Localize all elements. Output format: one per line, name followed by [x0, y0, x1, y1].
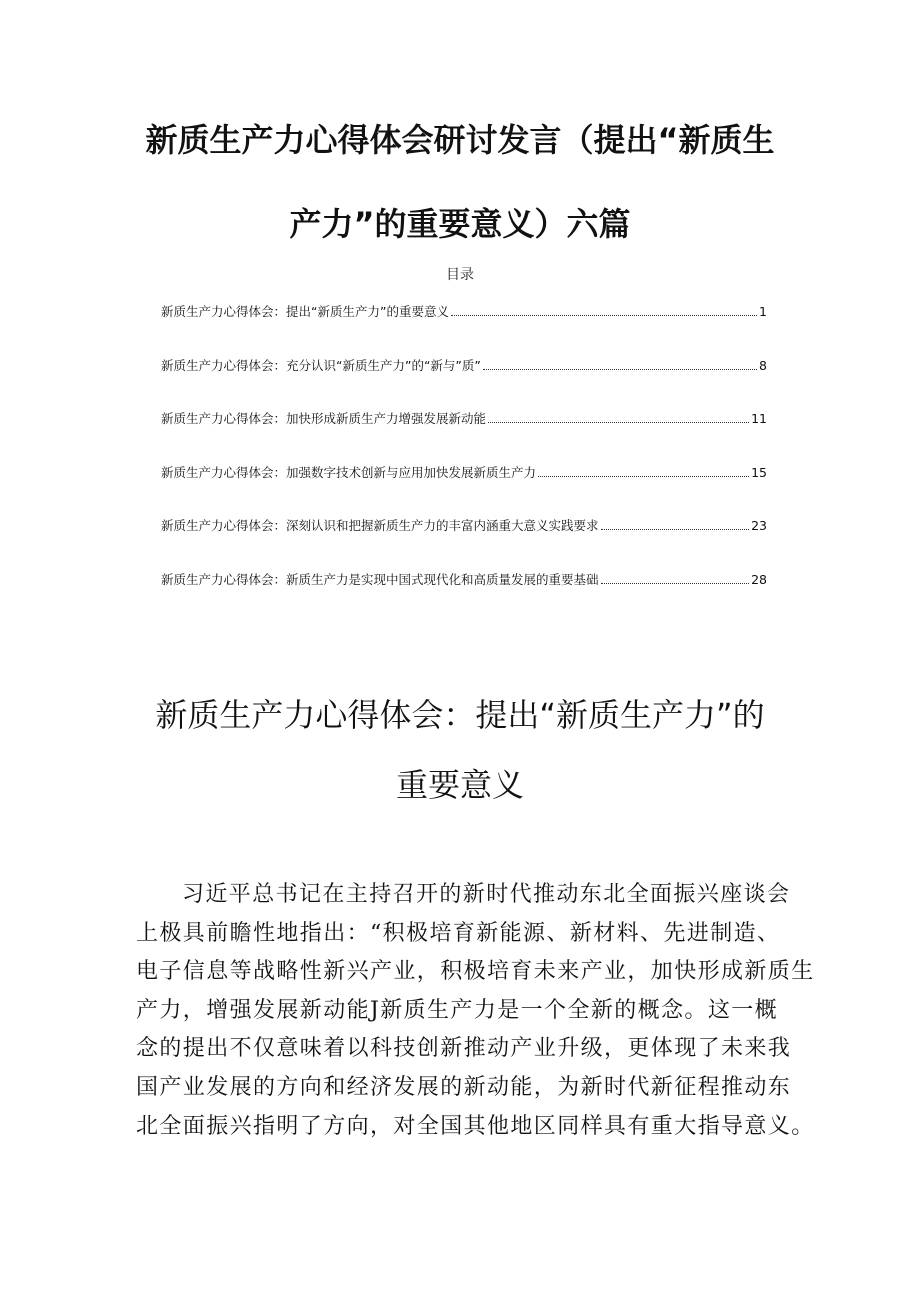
toc-entry-page: 15	[751, 464, 767, 480]
paragraph-line: 习近平总书记在主持召开的新时代推动东北全面振兴座谈会	[182, 882, 791, 907]
toc-entry-4[interactable]	[161, 464, 767, 482]
toc-dot-leader	[483, 369, 757, 370]
document-title-line-1: 新质生产力心得体会研讨发言（提出“新质生	[145, 121, 775, 159]
toc-entry-page: 23	[751, 518, 767, 533]
toc-entry-page: 1	[759, 304, 767, 319]
paragraph-line: 电子信息等战略性新兴产业，积极培育未来产业，加快形成新质生	[136, 959, 815, 985]
toc-entry-page: 11	[751, 411, 767, 426]
document-title-line-2: 产力”的重要意义）六篇	[289, 205, 631, 243]
toc-entry-text: 新质生产力心得体会：加强数字技术创新与应用加快发展新质生产力	[161, 464, 537, 480]
body-paragraph	[136, 876, 815, 1146]
paragraph-line: 产力，增强发展新动能J新质生产力是一个全新的概念。这一概	[136, 997, 779, 1023]
section-title-line-1: 新质生产力心得体会：提出“新质生产力”的	[155, 696, 765, 734]
toc-entry-text: 新质生产力心得体会：充分认识“新质生产力”的“新与”质”	[161, 357, 481, 373]
paragraph-line: 北全面振兴指明了方向，对全国其他地区同样具有重大指导意义。	[136, 1113, 815, 1139]
toc-entry-6[interactable]	[161, 571, 767, 589]
toc-dot-leader	[601, 529, 750, 530]
toc-dot-leader	[601, 583, 750, 584]
paragraph-line: 念的提出不仅意味着以科技创新推动产业升级，更体现了未来我	[136, 1036, 792, 1062]
toc-entry-text: 新质生产力心得体会：提出“新质生产力”的重要意义	[161, 304, 449, 319]
toc-entry-page: 28	[751, 571, 767, 587]
toc-dot-leader	[538, 476, 749, 477]
toc-dot-leader	[488, 422, 749, 423]
toc-heading: 目录	[446, 267, 474, 283]
paragraph-line: 上极具前瞻性地指出：“积极培育新能源、新材料、先进制造、	[136, 920, 781, 946]
toc-dot-leader	[451, 315, 757, 316]
table-of-contents	[161, 303, 767, 624]
toc-entry-page: 8	[759, 357, 767, 373]
toc-entry-5[interactable]	[161, 517, 767, 535]
toc-entry-2[interactable]	[161, 357, 767, 375]
toc-entry-3[interactable]	[161, 410, 767, 428]
toc-entry-text: 新质生产力心得体会：深刻认识和把握新质生产力的丰富内涵重大意义实践要求	[161, 518, 599, 533]
paragraph-line: 国产业发展的方向和经济发展的新动能，为新时代新征程推动东	[136, 1074, 792, 1100]
section-title-line-2: 重要意义	[395, 766, 524, 804]
toc-entry-text: 新质生产力心得体会：新质生产力是实现中国式现代化和高质量发展的重要基础	[161, 571, 599, 587]
toc-entry-1[interactable]	[161, 303, 767, 321]
toc-entry-text: 新质生产力心得体会：加快形成新质生产力增强发展新动能	[161, 411, 487, 426]
